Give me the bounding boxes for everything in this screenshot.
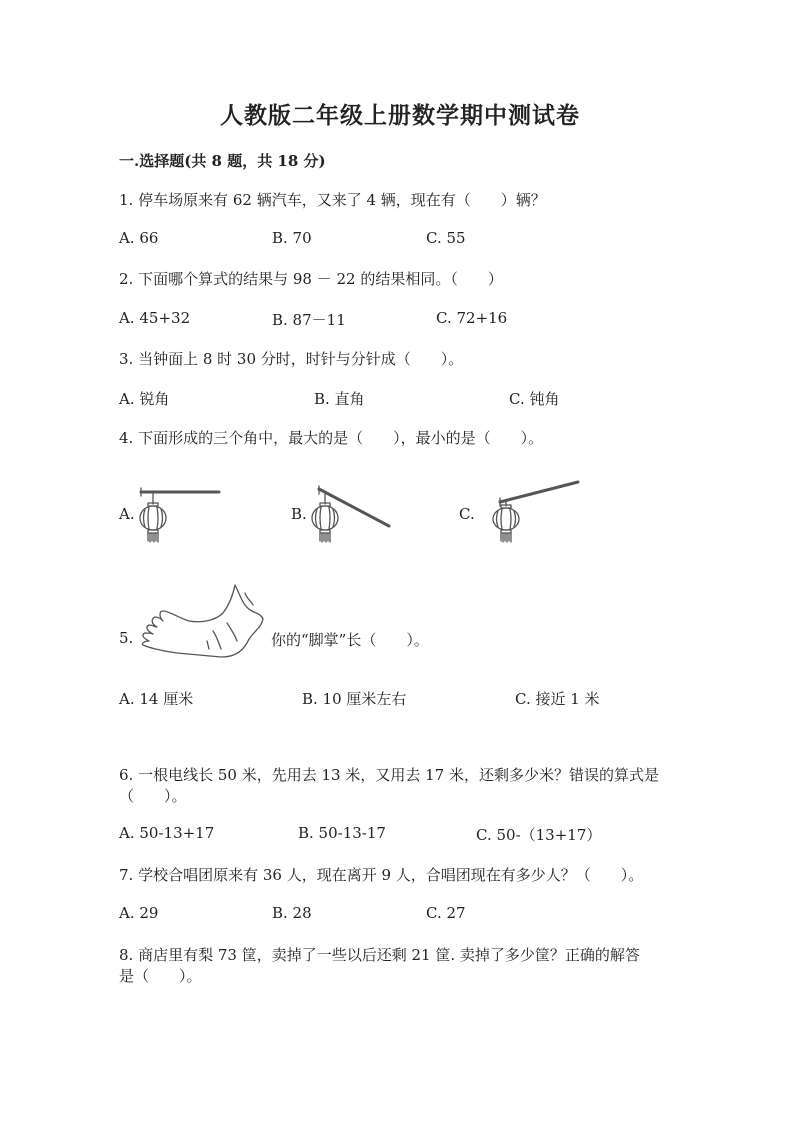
q6-option-a: A. 50-13+17: [119, 824, 215, 842]
page-title: 人教版二年级上册数学期中测试卷: [220, 102, 580, 129]
q2-option-b: B. 87－11: [272, 311, 346, 329]
q3-option-a: A. 锐角: [119, 390, 170, 408]
question-2: 2. 下面哪个算式的结果与 98 － 22 的结果相同。（ ）: [119, 270, 503, 288]
q1-option-c: C. 55: [426, 229, 466, 247]
question-1: 1. 停车场原来有 62 辆汽车，又来了 4 辆，现在有（ ）辆？: [119, 191, 546, 209]
lantern-angle-b-figure: [305, 486, 395, 546]
question-8-line-2: 是（ ）。: [119, 967, 202, 985]
question-5-number: 5.: [119, 629, 134, 647]
question-6-line-1: 6. 一根电线长 50 米，先用去 13 米，又用去 17 米，还剩多少米？错误的算式是: [119, 766, 659, 784]
lantern-angle-a-figure: [135, 486, 225, 546]
q5-option-c: C. 接近 1 米: [515, 690, 600, 708]
q6-option-b: B. 50-13-17: [298, 824, 386, 842]
foot-figure: [137, 583, 267, 663]
question-5: 你的“脚掌”长（ ）。: [271, 631, 429, 649]
q4-option-a: A.: [119, 505, 135, 523]
question-6-line-2: （ ）。: [119, 787, 187, 805]
lantern-angle-c-figure: [490, 476, 585, 546]
q7-option-b: B. 28: [272, 904, 312, 922]
question-7: 7. 学校合唱团原来有 36 人，现在离开 9 人，合唱团现在有多少人？（ ）。: [119, 866, 644, 884]
question-8-line-1: 8. 商店里有梨 73 筐，卖掉了一些以后还剩 21 筐. 卖掉了多少筐？正确的解答: [119, 946, 640, 964]
q5-option-a: A. 14 厘米: [119, 690, 194, 708]
q4-option-b: B.: [291, 505, 307, 523]
q3-option-b: B. 直角: [314, 390, 365, 408]
q1-option-a: A. 66: [119, 229, 159, 247]
section-heading: 一.选择题(共 8 题，共 18 分): [119, 152, 326, 170]
q2-option-c: C. 72+16: [436, 309, 508, 327]
question-3: 3. 当钟面上 8 时 30 分时，时针与分针成（ ）。: [119, 350, 464, 368]
q7-option-c: C. 27: [426, 904, 466, 922]
q1-option-b: B. 70: [272, 229, 312, 247]
q7-option-a: A. 29: [119, 904, 159, 922]
q2-option-a: A. 45+32: [119, 309, 191, 327]
question-4: 4. 下面形成的三个角中，最大的是（ ），最小的是（ ）。: [119, 429, 544, 447]
q4-option-c: C.: [459, 505, 475, 523]
q5-option-b: B. 10 厘米左右: [302, 690, 407, 708]
q6-option-c: C. 50-（13+17）: [476, 826, 602, 844]
q3-option-c: C. 钝角: [509, 390, 560, 408]
